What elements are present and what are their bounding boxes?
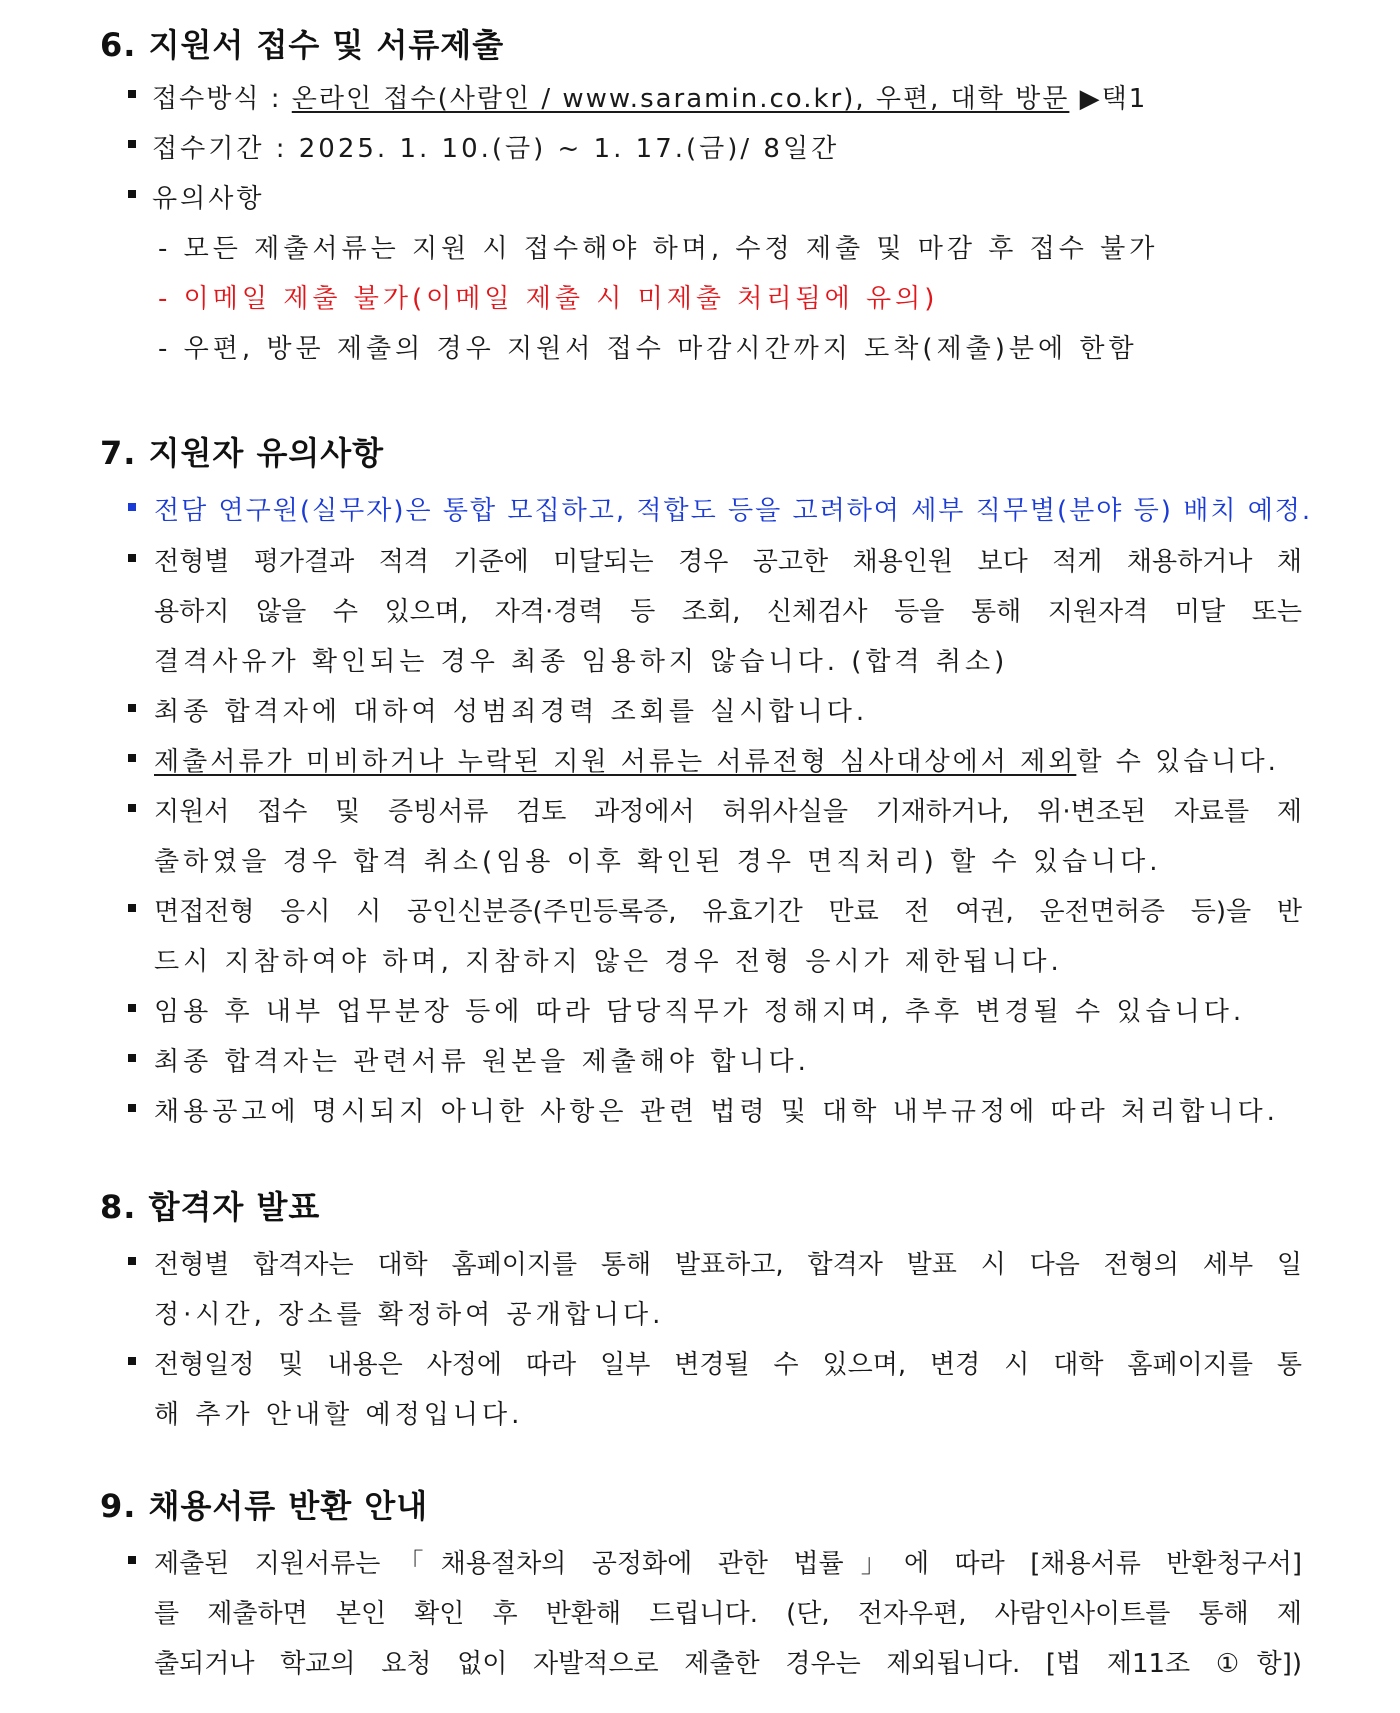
s7-item-2-line-1: 전형별 평가결과 적격 기준에 미달되는 경우 공고한 채용인원 보다 적게 채용하거나 채 — [154, 547, 1302, 577]
s7-item-2-line-2: 용하지 않을 수 있으며, 자격·경력 등 조회, 신체검사 등을 통해 지원자격 미달 또는 — [154, 597, 1302, 627]
s7-item-6-line-1: 면접전형 응시 시 공인신분증(주민등록증, 유효기간 만료 전 여권, 운전면허증 등)을 반 — [154, 897, 1302, 927]
s7-item-4 — [154, 741, 1279, 778]
bullet-icon — [128, 140, 136, 148]
bullet-icon — [128, 1104, 136, 1112]
s8-item-2-line-1: 전형일정 및 내용은 사정에 따라 일부 변경될 수 있으며, 변경 시 대학 홈페이지를 통 — [154, 1350, 1302, 1380]
s9-item-1-line-2: 를 제출하면 본인 확인 후 반환해 드립니다. (단, 전자우편, 사람인사이트를 통해 제 — [154, 1599, 1302, 1629]
s9-item-1-line-3: 출되거나 학교의 요청 없이 자발적으로 제출한 경우는 제외됩니다. [법 제11조 ①항]) — [154, 1649, 1302, 1679]
note-3: - 우편, 방문 제출의 경우 지원서 접수 마감시간까지 도착(제출)분에 한함 — [158, 334, 1138, 364]
submission-method — [152, 78, 1147, 115]
note-1: - 모든 제출서류는 지원 시 접수해야 하며, 수정 제출 및 마감 후 접수 불가 — [158, 234, 1159, 264]
bullet-icon — [128, 1004, 136, 1012]
section-8-heading: 8. 합격자 발표 — [100, 1188, 321, 1226]
bullet-icon — [128, 190, 136, 198]
bullet-icon — [128, 90, 136, 98]
s7-item-3: 최종 합격자에 대하여 성범죄경력 조회를 실시합니다. — [154, 697, 869, 727]
submission-period: 접수기간 : 2025. 1. 10.(금) ~ 1. 17.(금)/ 8일간 — [152, 134, 840, 164]
s7-item-6-line-2: 드시 지참하여야 하며, 지참하지 않은 경우 전형 응시가 제한됩니다. — [154, 947, 1063, 977]
s7-item-1: 전담 연구원(실무자)은 통합 모집하고, 적합도 등을 고려하여 세부 직무별(분야 등) 배치 예정. — [154, 496, 1313, 526]
submission-method-suffix: ▶택1 — [1069, 84, 1148, 114]
bullet-icon — [128, 1054, 136, 1062]
bullet-icon — [128, 754, 136, 762]
bullet-icon — [128, 1257, 136, 1265]
bullet-icon — [128, 904, 136, 912]
s7-item-5-line-2: 출하였을 경우 합격 취소(임용 이후 확인된 경우 면직처리) 할 수 있습니다. — [154, 847, 1162, 877]
section-9-heading: 9. 채용서류 반환 안내 — [100, 1487, 429, 1525]
notes-label: 유의사항 — [152, 184, 265, 214]
bullet-icon — [128, 1556, 136, 1564]
s7-item-2-line-3: 결격사유가 확인되는 경우 최종 임용하지 않습니다. (합격 취소) — [154, 647, 1009, 677]
s7-item-4-underlined: 제출서류가 미비하거나 누락된 지원 서류는 서류전형 심사대상에서 제외 — [154, 747, 1077, 777]
s7-item-8: 최종 합격자는 관련서류 원본을 제출해야 합니다. — [154, 1047, 810, 1077]
section-6-heading: 6. 지원서 접수 및 서류제출 — [100, 26, 505, 64]
note-2: - 이메일 제출 불가(이메일 제출 시 미제출 처리됨에 유의) — [158, 284, 939, 314]
bullet-icon — [128, 704, 136, 712]
s7-item-7: 임용 후 내부 업무분장 등에 따라 담당직무가 정해지며, 추후 변경될 수 있습니다. — [154, 997, 1246, 1027]
section-7-heading: 7. 지원자 유의사항 — [100, 434, 385, 472]
s8-item-1-line-2: 정·시간, 장소를 확정하여 공개합니다. — [154, 1300, 665, 1330]
s7-item-4-rest: 할 수 있습니다. — [1076, 747, 1279, 777]
bullet-icon — [128, 1357, 136, 1365]
bullet-icon — [128, 503, 136, 511]
s8-item-2-line-2: 해 추가 안내할 예정입니다. — [154, 1400, 524, 1430]
s7-item-9: 채용공고에 명시되지 아니한 사항은 관련 법령 및 대학 내부규정에 따라 처리합니다. — [154, 1097, 1279, 1127]
submission-method-value: 온라인 접수(사람인 / www.saramin.co.kr), 우편, 대학 방문 — [291, 84, 1070, 114]
bullet-icon — [128, 554, 136, 562]
s9-item-1-line-1: 제출된 지원서류는「채용절차의 공정화에 관한 법률」에 따라 [채용서류 반환청구서] — [154, 1549, 1302, 1579]
s7-item-5-line-1: 지원서 접수 및 증빙서류 검토 과정에서 허위사실을 기재하거나, 위·변조된 자료를 제 — [154, 797, 1302, 827]
s8-item-1-line-1: 전형별 합격자는 대학 홈페이지를 통해 발표하고, 합격자 발표 시 다음 전형의 세부 일 — [154, 1250, 1302, 1280]
bullet-icon — [128, 804, 136, 812]
submission-method-label: 접수방식 : — [152, 84, 292, 114]
